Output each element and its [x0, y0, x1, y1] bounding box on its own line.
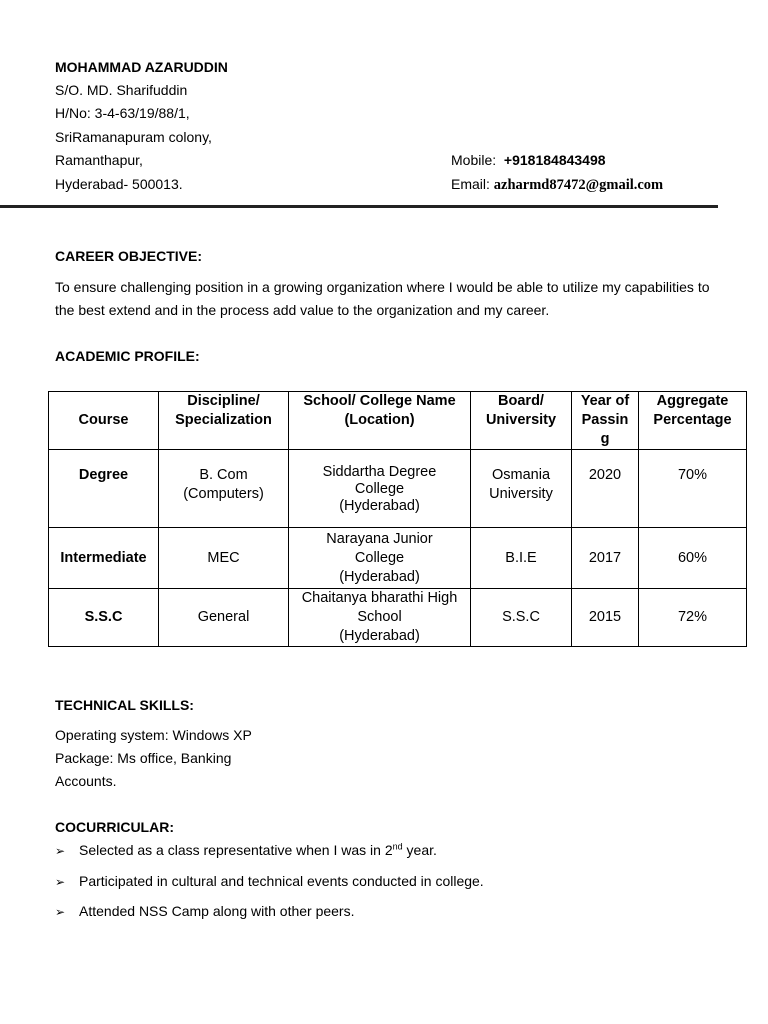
address-line: Ramanthapur,: [55, 152, 143, 168]
arrow-bullet-icon: ➢: [55, 905, 66, 919]
discipline-cell: B. Com (Computers): [159, 450, 289, 528]
mobile-label: Mobile:: [451, 152, 497, 168]
email-address: azharmd87472@gmail.com: [493, 177, 664, 193]
candidate-name: MOHAMMAD AZARUDDIN: [55, 59, 228, 75]
board-cell: Osmania University: [471, 450, 572, 528]
career-objective-text: the best extend and in the process add value to the organization and my career.: [55, 302, 550, 318]
list-item: ➢ Selected as a class representative when I was in 2nd year.: [55, 841, 437, 858]
address-line: H/No: 3-4-63/19/88/1,: [55, 105, 190, 121]
list-item: ➢ Attended NSS Camp along with other peers.: [55, 903, 355, 919]
discipline-cell: MEC: [159, 528, 289, 589]
year-cell: 2015: [572, 589, 639, 647]
career-objective-heading: CAREER OBJECTIVE:: [55, 248, 203, 264]
table-row: [49, 528, 747, 589]
percentage-cell: 60%: [639, 528, 747, 589]
technical-skills-heading: TECHNICAL SKILLS:: [55, 697, 194, 713]
column-header-board: Board/ University: [471, 392, 572, 450]
cocurricular-heading: COCURRICULAR:: [55, 819, 174, 835]
course-cell: Intermediate: [49, 528, 159, 589]
table-header-row: [49, 392, 747, 450]
column-header-discipline: Discipline/ Specialization: [159, 392, 289, 450]
career-objective-text: To ensure challenging position in a growing organization where I would be able to utilize my capabilities to: [55, 279, 710, 295]
arrow-bullet-icon: ➢: [55, 875, 66, 889]
percentage-cell: 70%: [639, 450, 747, 528]
list-item: ➢ Participated in cultural and technical events conducted in college.: [55, 873, 484, 889]
table-row: [49, 589, 747, 647]
address-line: SriRamanapuram colony,: [55, 129, 212, 145]
column-header-school: School/ College Name (Location): [289, 392, 471, 450]
skill-line: Accounts.: [55, 773, 117, 789]
year-cell: 2017: [572, 528, 639, 589]
column-header-course: Course: [49, 392, 159, 450]
course-cell: Degree: [49, 450, 159, 528]
email-label: Email:: [451, 176, 490, 192]
school-cell: Narayana Junior College (Hyderabad): [289, 528, 471, 589]
academic-profile-heading: ACADEMIC PROFILE:: [55, 348, 200, 364]
header-divider: [0, 205, 718, 208]
column-header-percentage: Aggregate Percentage: [639, 392, 747, 450]
mobile-contact: [451, 151, 606, 169]
address-line: S/O. MD. Sharifuddin: [55, 82, 188, 98]
table-row: [49, 450, 747, 528]
skill-line: Operating system: Windows XP: [55, 727, 252, 743]
arrow-bullet-icon: ➢: [55, 844, 66, 858]
skill-line: Package: Ms office, Banking: [55, 750, 232, 766]
school-cell: Siddartha Degree College (Hyderabad): [289, 450, 471, 528]
board-cell: B.I.E: [471, 528, 572, 589]
address-line: Hyderabad- 500013.: [55, 176, 183, 192]
year-cell: 2020: [572, 450, 639, 528]
academic-table: [48, 391, 747, 647]
column-header-year: Year of Passin g: [572, 392, 639, 450]
school-cell: Chaitanya bharathi High School (Hyderabad): [289, 589, 471, 647]
discipline-cell: General: [159, 589, 289, 647]
board-cell: S.S.C: [471, 589, 572, 647]
email-contact: [451, 175, 663, 194]
mobile-number: +918184843498: [503, 152, 606, 168]
percentage-cell: 72%: [639, 589, 747, 647]
course-cell: S.S.C: [49, 589, 159, 647]
